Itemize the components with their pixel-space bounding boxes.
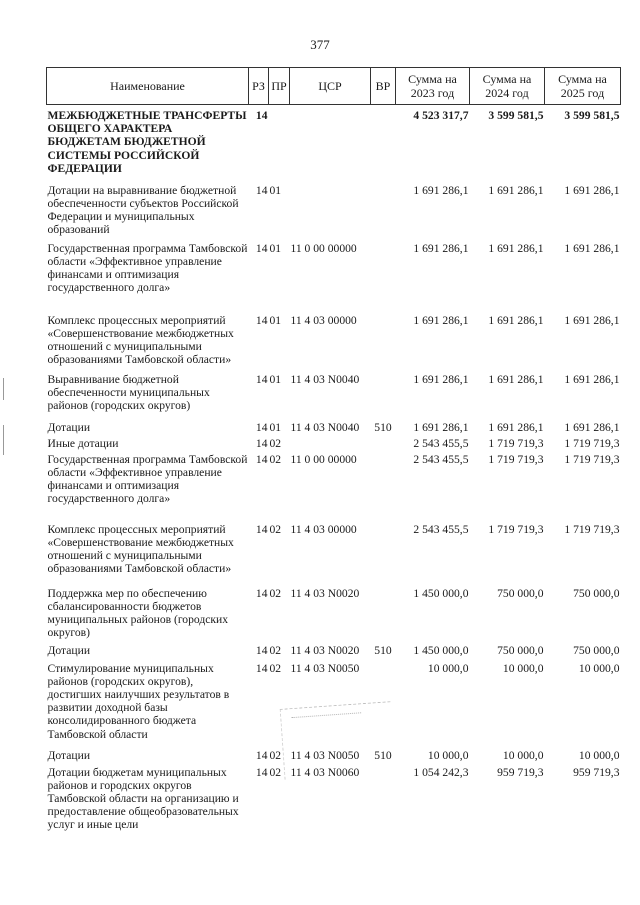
table-row bbox=[47, 587, 621, 644]
row-vr bbox=[371, 453, 396, 523]
row-2024: 1 691 286,1 bbox=[488, 372, 544, 386]
header-2025: Сумма на 2025 год bbox=[545, 68, 621, 105]
row-2025: 750 000,0 bbox=[573, 643, 620, 657]
row-pr: 02 bbox=[269, 661, 282, 675]
row-vr bbox=[371, 184, 396, 242]
row-2024: 750 000,0 bbox=[497, 586, 544, 600]
stamp-mark bbox=[280, 701, 396, 780]
row-csr: 11 0 00 00000 bbox=[290, 452, 357, 466]
row-csr: 11 0 00 00000 bbox=[290, 241, 357, 255]
header-2023: Сумма на 2023 год bbox=[396, 68, 470, 105]
row-2023: 1 691 286,1 bbox=[413, 420, 469, 434]
row-2023: 1 691 286,1 bbox=[413, 241, 469, 255]
table-row bbox=[47, 644, 621, 662]
header-vr: ВР bbox=[371, 68, 396, 105]
row-pr: 02 bbox=[269, 452, 282, 466]
row-pr: 02 bbox=[269, 586, 282, 600]
table-row bbox=[47, 766, 621, 846]
row-pr: 01 bbox=[269, 241, 282, 255]
header-rz: РЗ bbox=[249, 68, 269, 105]
table-row bbox=[47, 437, 621, 453]
page-number: 377 bbox=[310, 37, 330, 52]
row-2024: 10 000,0 bbox=[502, 661, 544, 675]
row-rz: 14 bbox=[255, 420, 268, 434]
row-csr: 11 4 03 N0050 bbox=[290, 661, 360, 675]
row-2024: 1 691 286,1 bbox=[488, 241, 544, 255]
row-vr bbox=[371, 314, 396, 373]
row-name: Иные дотации bbox=[47, 436, 119, 450]
header-name: Наименование bbox=[47, 68, 249, 105]
row-rz: 14 bbox=[255, 586, 268, 600]
row-2023: 10 000,0 bbox=[427, 661, 469, 675]
row-csr: 11 4 03 N0060 bbox=[290, 765, 360, 779]
row-vr: 510 bbox=[374, 420, 392, 434]
row-2023: 1 691 286,1 bbox=[413, 183, 469, 197]
header-csr: ЦСР bbox=[290, 68, 371, 105]
row-pr: 01 bbox=[269, 420, 282, 434]
row-2024: 3 599 581,5 bbox=[488, 109, 544, 122]
row-2023: 2 543 455,5 bbox=[413, 436, 469, 450]
table-row bbox=[47, 373, 621, 421]
row-vr bbox=[371, 373, 396, 421]
row-2023: 10 000,0 bbox=[427, 748, 469, 762]
row-2025: 1 719 719,3 bbox=[564, 436, 620, 450]
table-header-row bbox=[47, 68, 621, 105]
table-row bbox=[47, 523, 621, 587]
row-vr bbox=[371, 523, 396, 587]
row-rz: 14 bbox=[255, 372, 268, 386]
table-row bbox=[47, 184, 621, 242]
header-pr: ПР bbox=[269, 68, 290, 105]
row-name: Дотации bbox=[47, 420, 91, 434]
row-2023: 1 450 000,0 bbox=[413, 643, 469, 657]
row-2025: 1 691 286,1 bbox=[564, 313, 620, 327]
row-pr: 02 bbox=[269, 522, 282, 536]
table-row bbox=[47, 105, 621, 184]
row-rz: 14 bbox=[255, 313, 268, 327]
row-2025: 3 599 581,5 bbox=[564, 109, 620, 122]
row-pr: 02 bbox=[269, 436, 282, 450]
row-rz: 14 bbox=[255, 241, 268, 255]
row-csr: 11 4 03 N0020 bbox=[290, 643, 360, 657]
row-csr bbox=[290, 437, 371, 453]
row-name: Поддержка мер по обеспечению сбалансированности бюджетов муниципальных районов (городских округов) bbox=[47, 586, 229, 640]
row-2023: 4 523 317,7 bbox=[413, 109, 469, 122]
row-csr: 11 4 03 N0020 bbox=[290, 586, 360, 600]
row-vr bbox=[371, 242, 396, 314]
row-csr: 11 4 03 00000 bbox=[290, 522, 357, 536]
row-2023: 1 054 242,3 bbox=[413, 765, 469, 779]
row-pr: 02 bbox=[269, 765, 282, 779]
row-2025: 1 719 719,3 bbox=[564, 522, 620, 536]
row-rz: 14 bbox=[255, 748, 268, 762]
row-name: Комплекс процессных мероприятий «Совершенствование межбюджетных отношений с муниципальными образованиями Тамбовской области» bbox=[47, 522, 234, 576]
row-2023: 2 543 455,5 bbox=[413, 452, 469, 466]
row-vr bbox=[371, 105, 396, 184]
row-name: Дотации на выравнивание бюджетной обеспеченности субъектов Российской Федерации и муниципальных образований bbox=[47, 183, 239, 237]
row-vr: 510 bbox=[374, 748, 392, 762]
row-2023: 1 691 286,1 bbox=[413, 372, 469, 386]
row-2024: 959 719,3 bbox=[497, 765, 544, 779]
row-csr: 11 4 03 N0040 bbox=[290, 372, 360, 386]
row-2023: 1 691 286,1 bbox=[413, 313, 469, 327]
row-name: Государственная программа Тамбовской области «Эффективное управление финансами и оптимизация государственного долга» bbox=[47, 241, 248, 295]
row-vr bbox=[371, 437, 396, 453]
row-name: Дотации бюджетам муниципальных районов и городских округов Тамбовской области на организацию и предоставление общеобразовательных услуг и иные цели bbox=[47, 765, 239, 832]
table-row bbox=[47, 242, 621, 314]
row-csr bbox=[290, 184, 371, 242]
row-2023: 1 450 000,0 bbox=[413, 586, 469, 600]
margin-mark bbox=[3, 378, 4, 400]
row-rz: 14 bbox=[255, 436, 268, 450]
row-name: Государственная программа Тамбовской области «Эффективное управление финансами и оптимизация государственного долга» bbox=[47, 452, 248, 506]
margin-mark bbox=[3, 425, 4, 455]
row-2025: 750 000,0 bbox=[573, 586, 620, 600]
row-name: Выравнивание бюджетной обеспеченности муниципальных районов (городских округов) bbox=[47, 372, 210, 412]
row-2024: 1 691 286,1 bbox=[488, 183, 544, 197]
row-rz: 14 bbox=[255, 452, 268, 466]
table-row bbox=[47, 421, 621, 437]
row-2024: 10 000,0 bbox=[502, 748, 544, 762]
row-name: Комплекс процессных мероприятий «Совершенствование межбюджетных отношений с муниципальными образованиями Тамбовской области» bbox=[47, 313, 234, 367]
row-2024: 750 000,0 bbox=[497, 643, 544, 657]
row-csr: 11 4 03 00000 bbox=[290, 313, 357, 327]
row-csr: 11 4 03 N0050 bbox=[290, 748, 360, 762]
row-name: Дотации bbox=[47, 643, 91, 657]
table-row bbox=[47, 314, 621, 373]
row-pr: 02 bbox=[269, 748, 282, 762]
row-2024: 1 691 286,1 bbox=[488, 420, 544, 434]
row-2024: 1 719 719,3 bbox=[488, 522, 544, 536]
row-2025: 1 719 719,3 bbox=[564, 452, 620, 466]
row-vr bbox=[371, 587, 396, 644]
row-csr bbox=[290, 105, 371, 184]
row-pr: 02 bbox=[269, 643, 282, 657]
row-2025: 1 691 286,1 bbox=[564, 183, 620, 197]
header-2024: Сумма на 2024 год bbox=[470, 68, 545, 105]
row-2023: 2 543 455,5 bbox=[413, 522, 469, 536]
row-rz: 14 bbox=[255, 183, 268, 197]
row-vr: 510 bbox=[374, 643, 392, 657]
row-2025: 10 000,0 bbox=[578, 748, 620, 762]
row-pr: 01 bbox=[269, 313, 282, 327]
row-2025: 10 000,0 bbox=[578, 661, 620, 675]
row-2025: 1 691 286,1 bbox=[564, 372, 620, 386]
row-rz: 14 bbox=[255, 522, 268, 536]
row-rz: 14 bbox=[255, 765, 268, 779]
row-pr bbox=[269, 105, 290, 184]
row-2024: 1 719 719,3 bbox=[488, 436, 544, 450]
row-name: Дотации bbox=[47, 748, 91, 762]
row-pr: 01 bbox=[269, 183, 282, 197]
row-2025: 1 691 286,1 bbox=[564, 420, 620, 434]
row-csr: 11 4 03 N0040 bbox=[290, 420, 360, 434]
row-2024: 1 691 286,1 bbox=[488, 313, 544, 327]
table-row bbox=[47, 453, 621, 523]
row-2025: 959 719,3 bbox=[573, 765, 620, 779]
row-name: МЕЖБЮДЖЕТНЫЕ ТРАНСФЕРТЫ ОБЩЕГО ХАРАКТЕРА БЮДЖЕТАМ БЮДЖЕТНОЙ СИСТЕМЫ РОССИЙСКОЙ ФЕДЕРАЦИИ bbox=[47, 109, 247, 175]
row-vr bbox=[371, 766, 396, 846]
row-rz: 14 bbox=[255, 643, 268, 657]
row-rz: 14 bbox=[255, 661, 268, 675]
row-rz: 14 bbox=[255, 109, 268, 122]
row-pr: 01 bbox=[269, 372, 282, 386]
row-name: Стимулирование муниципальных районов (городских округов), достигших наилучших результатов в развитии доходной базы консолидированного бюджета Тамбовской области bbox=[47, 661, 230, 741]
row-2025: 1 691 286,1 bbox=[564, 241, 620, 255]
row-2024: 1 719 719,3 bbox=[488, 452, 544, 466]
